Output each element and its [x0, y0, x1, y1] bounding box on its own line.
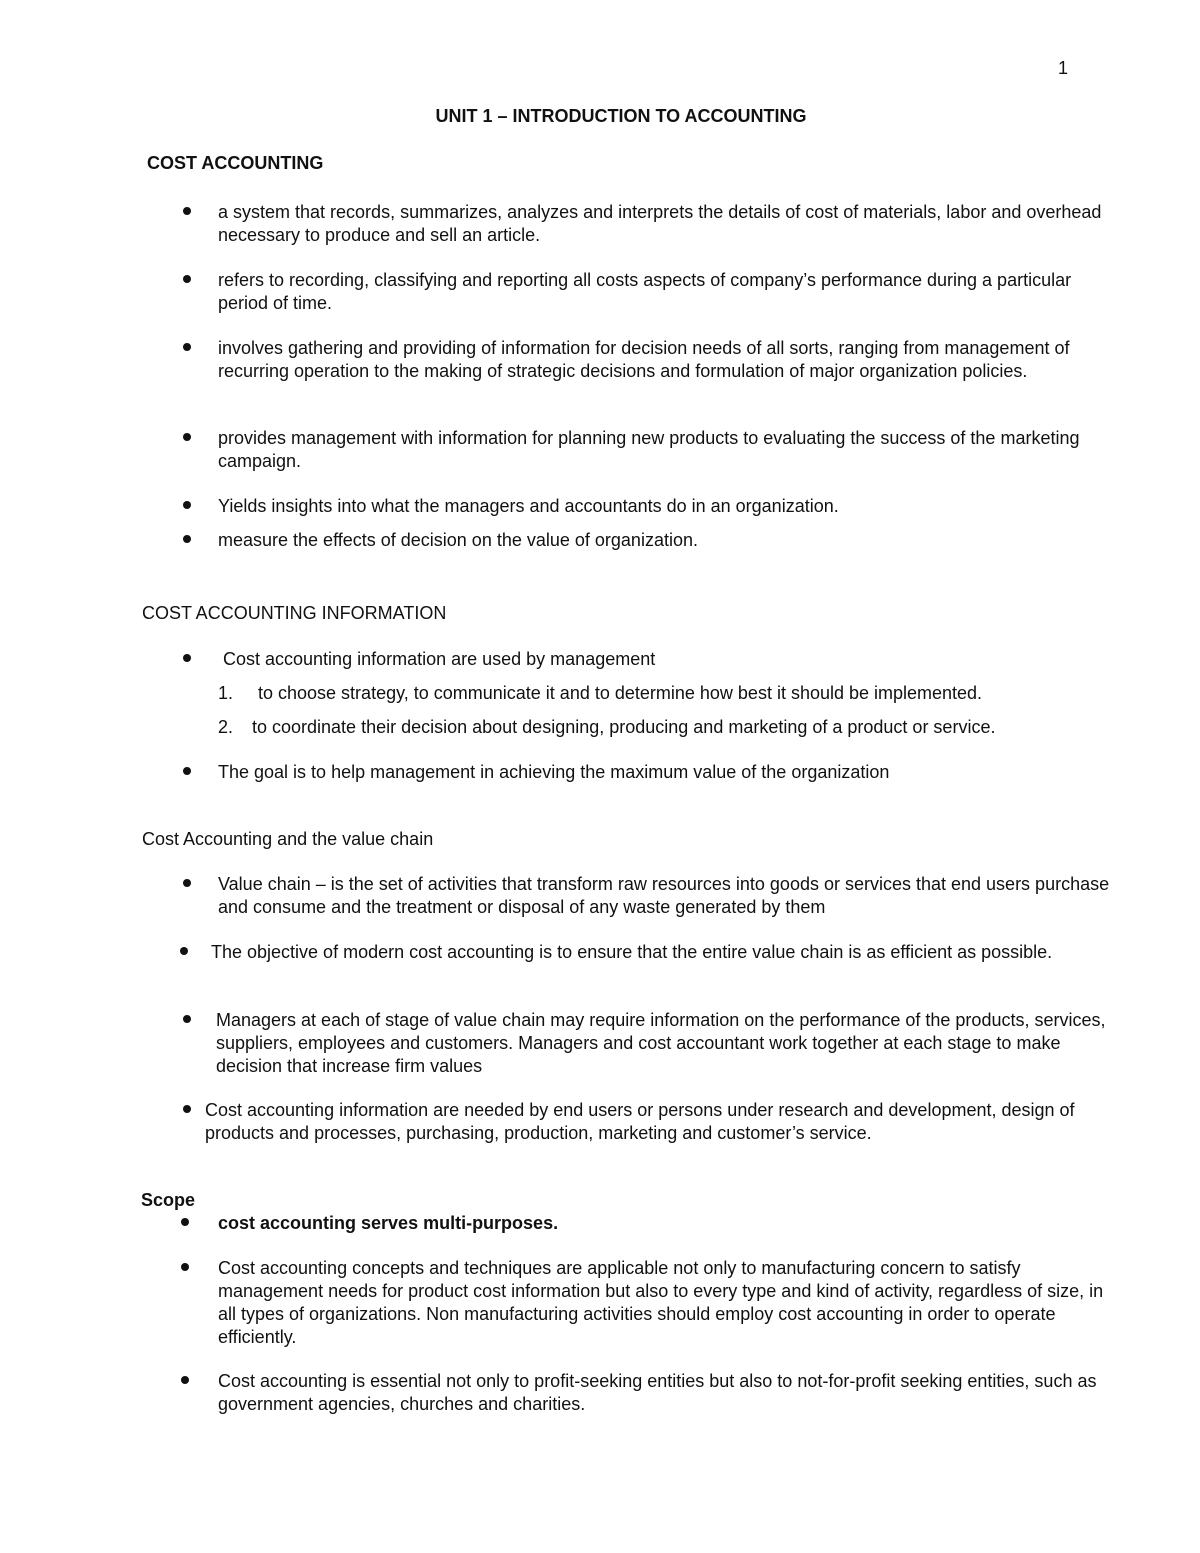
sub-item-number: 1. — [218, 683, 234, 703]
sub-item-text: to choose strategy, to communicate it and to determine how best it should be implemented. — [258, 683, 983, 703]
list-item: Cost accounting information are used by management — [223, 649, 656, 669]
bullet-icon — [183, 1015, 191, 1023]
bullet-icon — [183, 343, 191, 351]
list-item: involves gathering and providing of information for decision needs of all sorts, ranging from management of recurring operation to the making of strategic decisions and formulation of major organization policies. — [218, 338, 1070, 381]
bullet-icon — [181, 1263, 189, 1271]
heading-cost-accounting: COST ACCOUNTING — [147, 153, 324, 173]
bullet-icon — [180, 947, 188, 955]
bullet-icon — [183, 767, 191, 775]
bullet-icon — [183, 879, 191, 887]
page-number: 1 — [1058, 58, 1069, 78]
bullet-icon — [183, 501, 191, 509]
list-item: Managers at each of stage of value chain may require information on the performance of the products, services, suppliers, employees and customers. Managers and cost accountant work together at each stage to make decision that increase firm values — [216, 1010, 1106, 1076]
bullet-icon — [183, 433, 191, 441]
list-item: refers to recording, classifying and reporting all costs aspects of company’s performance during a particular period of time. — [218, 270, 1072, 313]
bullet-icon — [183, 207, 191, 215]
heading-scope: Scope — [141, 1190, 196, 1210]
list-item: Value chain – is the set of activities that transform raw resources into goods or services that end users purchase and consume and the treatment or disposal of any waste generated by them — [218, 874, 1110, 917]
list-item: Yields insights into what the managers and accountants do in an organization. — [218, 496, 839, 516]
list-item: provides management with information for planning new products to evaluating the success of the marketing campaign. — [218, 428, 1080, 471]
list-item: Cost accounting is essential not only to profit-seeking entities but also to not-for-profit seeking entities, such as government agencies, churches and charities. — [218, 1371, 1097, 1414]
list-item: Cost accounting information are needed by end users or persons under research and development, design of products and processes, purchasing, production, marketing and customer’s service. — [205, 1100, 1075, 1143]
bullet-icon — [181, 1376, 189, 1384]
bullet-icon — [183, 654, 191, 662]
list-item: measure the effects of decision on the value of organization. — [218, 530, 698, 550]
heading-cost-accounting-information: COST ACCOUNTING INFORMATION — [142, 603, 447, 623]
list-item: cost accounting serves multi-purposes. — [218, 1213, 559, 1233]
bullet-icon — [183, 275, 191, 283]
bullet-icon — [181, 1218, 189, 1226]
list-item: The objective of modern cost accounting is to ensure that the entire value chain is as efficient as possible. — [211, 942, 1053, 962]
bullet-icon — [183, 535, 191, 543]
document-title: UNIT 1 – INTRODUCTION TO ACCOUNTING — [435, 106, 807, 126]
bullet-icon — [183, 1105, 191, 1113]
list-item: The goal is to help management in achieving the maximum value of the organization — [218, 762, 890, 782]
sub-item-text: to coordinate their decision about designing, producing and marketing of a product or service. — [252, 717, 996, 737]
heading-value-chain: Cost Accounting and the value chain — [142, 829, 434, 849]
list-item: a system that records, summarizes, analyzes and interprets the details of cost of materials, labor and overhead necessary to produce and sell an article. — [218, 202, 1102, 245]
list-item: Cost accounting concepts and techniques are applicable not only to manufacturing concern to satisfy management needs for product cost information but also to every type and kind of activity, regardless of size, in all types of organizations. Non manufacturing activities should employ cost accounting in order to operate efficiently. — [218, 1258, 1104, 1347]
sub-item-number: 2. — [218, 717, 234, 737]
